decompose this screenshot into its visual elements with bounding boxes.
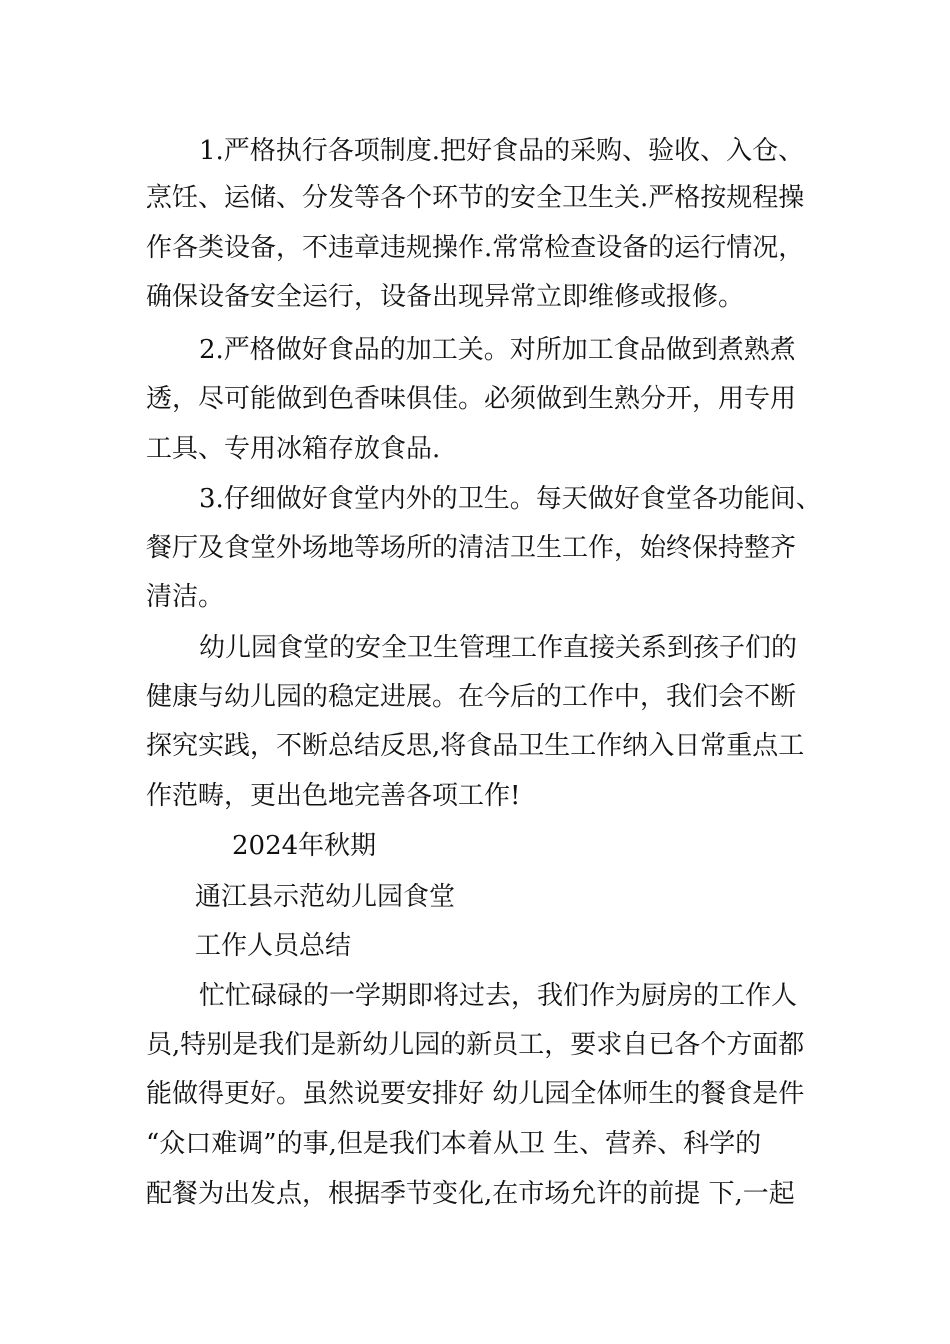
item-1-line-1: 1.严格执行各项制度.把好食品的采购、验收、入仓、 bbox=[199, 136, 805, 166]
conclusion-line-1: 幼儿园食堂的安全卫生管理工作直接关系到孩子们的 bbox=[199, 633, 798, 663]
section-subtitle: 工作人员总结 bbox=[195, 931, 352, 961]
summary-line-2: 员,特别是我们是新幼儿园的新员工，要求自已各个方面都 bbox=[146, 1030, 805, 1060]
item-1-line-2: 烹饪、运储、分发等各个环节的安全卫生关.严格按规程操 bbox=[146, 183, 805, 213]
item-1-line-3: 作各类设备，不违章违规操作.常常检查设备的运行情况， bbox=[146, 233, 805, 263]
conclusion-line-3: 探究实践，不断总结反思,将食品卫生工作纳入日常重点工 bbox=[146, 731, 805, 761]
item-3-line-2: 餐厅及食堂外场地等场所的清洁卫生工作，始终保持整齐 bbox=[146, 533, 797, 563]
item-3-line-1: 3.仔细做好食堂内外的卫生。每天做好食堂各功能间、 bbox=[199, 484, 822, 514]
date-line: 2024年秋期 bbox=[232, 831, 377, 861]
summary-line-4: “众口难调”的事,但是我们本着从卫 生、营养、科学的 bbox=[146, 1129, 762, 1159]
org-name: 通江县示范幼儿园食堂 bbox=[195, 882, 456, 912]
item-1-line-4: 确保设备安全运行，设备出现异常立即维修或报修。 bbox=[146, 282, 745, 312]
item-3-line-3: 清洁。 bbox=[146, 582, 225, 612]
item-2-line-2: 透，尽可能做到色香味俱佳。必须做到生熟分开，用专用 bbox=[146, 384, 797, 414]
item-2-line-1: 2.严格做好食品的加工关。对所加工食品做到煮熟煮 bbox=[199, 335, 796, 365]
conclusion-line-2: 健康与幼儿园的稳定进展。在今后的工作中，我们会不断 bbox=[146, 682, 797, 712]
conclusion-line-4: 作范畴，更出色地完善各项工作! bbox=[146, 781, 521, 811]
summary-line-5: 配餐为出发点，根据季节变化,在市场允许的前提 下,一起 bbox=[146, 1179, 795, 1209]
summary-line-3: 能做得更好。虽然说要安排好 幼儿园全体师生的餐食是件 bbox=[146, 1079, 805, 1109]
summary-line-1: 忙忙碌碌的一学期即将过去，我们作为厨房的工作人 bbox=[199, 981, 798, 1011]
item-2-line-3: 工具、专用冰箱存放食品. bbox=[146, 434, 441, 464]
